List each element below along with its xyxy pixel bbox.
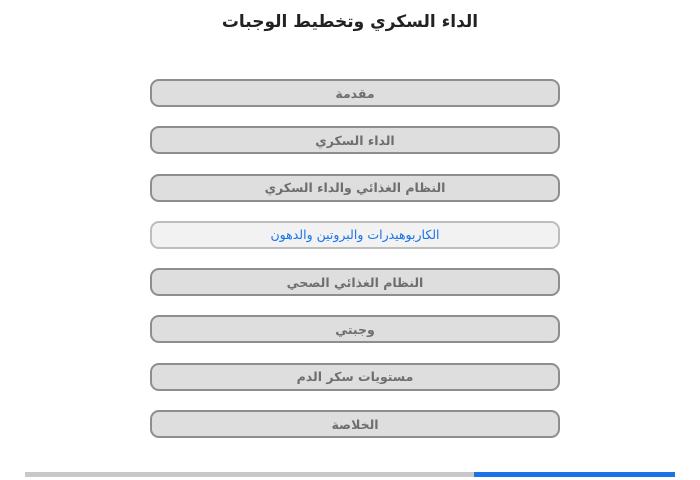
menu-item-blood-sugar-levels[interactable]: مستويات سكر الدم	[150, 363, 560, 391]
chapter-menu	[150, 79, 560, 457]
menu-item-diet-and-diabetes[interactable]: النظام الغذائي والداء السكري	[150, 174, 560, 202]
menu-item-introduction[interactable]: مقدمة	[150, 79, 560, 107]
menu-item-healthy-diet[interactable]: النظام الغذائي الصحي	[150, 268, 560, 296]
menu-item-my-meal[interactable]: وجبتي	[150, 315, 560, 343]
menu-item-diabetes[interactable]: الداء السكري	[150, 126, 560, 154]
page-title: الداء السكري وتخطيط الوجبات	[221, 12, 479, 32]
menu-item-summary[interactable]: الخلاصة	[150, 410, 560, 438]
progress-bar-fill	[474, 472, 676, 477]
progress-bar	[25, 472, 675, 477]
menu-item-carbs-protein-fats[interactable]: الكاربوهيدرات والبروتين والدهون	[150, 221, 560, 249]
